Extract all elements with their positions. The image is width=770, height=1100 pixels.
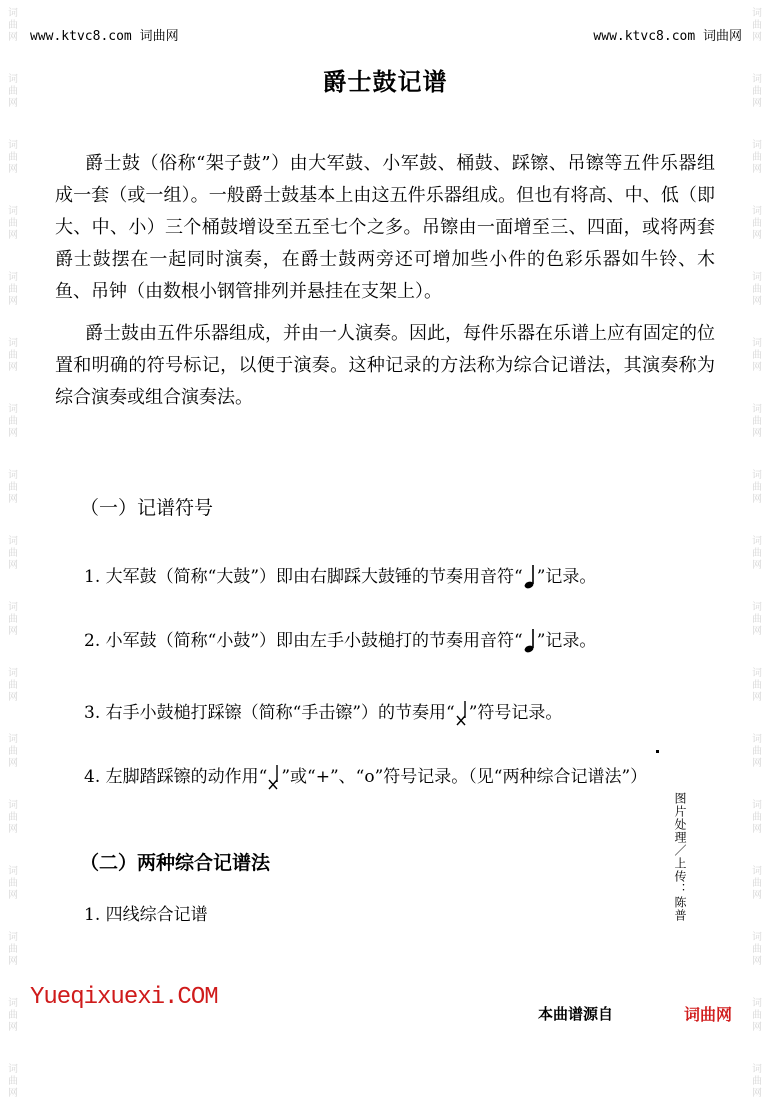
watermark-char: 网 [752, 362, 762, 373]
watermark-char: 词 [8, 800, 18, 811]
watermark-char: 曲 [8, 548, 18, 559]
watermark-char: 网 [752, 1022, 762, 1033]
watermark-group [752, 998, 762, 1034]
watermark-char: 曲 [752, 944, 762, 955]
watermark-char: 网 [8, 1088, 18, 1099]
watermark-group [8, 206, 18, 242]
watermark-char: 网 [752, 296, 762, 307]
watermark-char: 曲 [752, 284, 762, 295]
watermark-char: 曲 [752, 482, 762, 493]
watermark-char: 曲 [752, 152, 762, 163]
watermark-group [752, 602, 762, 638]
watermark-group [8, 800, 18, 836]
watermark-char: 曲 [752, 680, 762, 691]
watermark-group [8, 668, 18, 704]
item-text: 2. 小军鼓（简称“小鼓”）即由左手小鼓槌打的节奏用音符“ [84, 631, 523, 651]
watermark-char: 词 [8, 470, 18, 481]
upload-credit: 图片处理／上传：陈普 [673, 792, 687, 922]
watermark-char: 网 [8, 824, 18, 835]
watermark-group [752, 866, 762, 902]
watermark-char: 词 [752, 932, 762, 943]
notation-item-snare-drum [84, 626, 596, 656]
watermark-char: 词 [752, 668, 762, 679]
source-site-link[interactable]: 词曲网 [684, 1005, 733, 1024]
watermark-char: 词 [752, 734, 762, 745]
watermark-char: 曲 [752, 218, 762, 229]
watermark-char: 网 [752, 824, 762, 835]
watermark-group [752, 800, 762, 836]
watermark-char: 曲 [8, 416, 18, 427]
item-text-end: ”或“+”、“o”符号记录。（见“两种综合记谱法”） [281, 767, 648, 787]
watermark-char: 词 [752, 8, 762, 19]
x-note-stem-up-icon [267, 762, 281, 792]
watermark-char: 词 [8, 1064, 18, 1075]
item-text-end: ”符号记录。 [468, 703, 563, 723]
watermark-group [752, 272, 762, 308]
watermark-char: 词 [752, 404, 762, 415]
watermark-char: 词 [752, 470, 762, 481]
watermark-char: 网 [8, 494, 18, 505]
watermark-char: 曲 [752, 812, 762, 823]
watermark-group [8, 1064, 18, 1100]
watermark-char: 曲 [8, 614, 18, 625]
notation-item-bass-drum [84, 562, 596, 592]
watermark-char: 词 [8, 206, 18, 217]
watermark-char: 网 [8, 758, 18, 769]
watermark-char: 词 [752, 74, 762, 85]
watermark-char: 网 [8, 32, 18, 43]
watermark-char: 词 [752, 536, 762, 547]
right-watermark-strip [744, 0, 770, 1099]
watermark-char: 曲 [8, 218, 18, 229]
four-line-notation-item: 1. 四线综合记谱 [84, 905, 208, 925]
watermark-char: 曲 [8, 944, 18, 955]
watermark-char: 网 [8, 1022, 18, 1033]
watermark-char: 词 [752, 1064, 762, 1075]
watermark-group [8, 404, 18, 440]
watermark-char: 网 [752, 98, 762, 109]
x-note-stem-up-icon [455, 698, 469, 728]
watermark-char: 曲 [752, 86, 762, 97]
source-label: 本曲谱源自 [538, 1005, 614, 1023]
watermark-char: 曲 [8, 1010, 18, 1021]
watermark-char: 曲 [752, 1010, 762, 1021]
intro-paragraph: 爵士鼓（俗称“架子鼓”）由大军鼓、小军鼓、桶鼓、踩镲、吊镲等五件乐器组成一套（或一组）。一般爵士鼓基本上由这五件乐器组成。但也有将高、中、低（即大、中、小）三个桶鼓增设至五至七个之多。吊镲由一面增至三、四面，或将两套爵士鼓摆在一起同时演奏，在爵士鼓两旁还可增加些小件的色彩乐器如牛铃、木鱼、吊钟（由数根小钢管排列并悬挂在支架上）。 [55, 153, 715, 302]
watermark-char: 词 [752, 866, 762, 877]
watermark-char: 网 [752, 758, 762, 769]
watermark-char: 网 [8, 98, 18, 109]
watermark-char: 词 [8, 536, 18, 547]
watermark-char: 词 [8, 932, 18, 943]
page-title: 爵士鼓记谱 [322, 68, 448, 96]
watermark-group [8, 734, 18, 770]
watermark-group [752, 8, 762, 44]
header-url-left[interactable]: www.ktvc8.com 词曲网 [30, 29, 179, 44]
item-text: 1. 大军鼓（简称“大鼓”）即由右脚踩大鼓锤的节奏用音符“ [84, 567, 523, 587]
watermark-group [8, 272, 18, 308]
watermark-char: 网 [752, 32, 762, 43]
watermark-char: 曲 [8, 284, 18, 295]
watermark-group [8, 932, 18, 968]
watermark-char: 网 [8, 560, 18, 571]
watermark-char: 曲 [752, 350, 762, 361]
watermark-char: 曲 [8, 1076, 18, 1087]
watermark-char: 曲 [752, 548, 762, 559]
scan-dot [656, 750, 659, 753]
watermark-char: 网 [8, 362, 18, 373]
watermark-char: 网 [8, 164, 18, 175]
watermark-char: 曲 [8, 680, 18, 691]
watermark-char: 网 [752, 890, 762, 901]
watermark-char: 网 [8, 692, 18, 703]
watermark-char: 曲 [752, 614, 762, 625]
watermark-char: 词 [752, 800, 762, 811]
watermark-group [752, 734, 762, 770]
watermark-group [752, 932, 762, 968]
watermark-group [752, 470, 762, 506]
watermark-group [752, 140, 762, 176]
item-text-end: ”记录。 [536, 567, 597, 587]
watermark-group [752, 338, 762, 374]
watermark-group [8, 140, 18, 176]
section-notation-symbols-heading: （一）记谱符号 [80, 497, 214, 519]
watermark-char: 词 [752, 338, 762, 349]
watermark-group [752, 536, 762, 572]
watermark-group [8, 998, 18, 1034]
watermark-char: 词 [752, 272, 762, 283]
watermark-char: 曲 [8, 482, 18, 493]
watermark-group [8, 470, 18, 506]
watermark-char: 网 [752, 230, 762, 241]
watermark-char: 网 [8, 626, 18, 637]
item-text-end: ”记录。 [536, 631, 597, 651]
watermark-char: 网 [8, 296, 18, 307]
watermark-char: 词 [8, 404, 18, 415]
watermark-group [752, 668, 762, 704]
watermark-char: 曲 [752, 1076, 762, 1087]
watermark-group [752, 404, 762, 440]
note-stem-up-icon [523, 626, 537, 656]
watermark-char: 词 [752, 140, 762, 151]
watermark-char: 网 [8, 890, 18, 901]
item-text: 3. 右手小鼓槌打踩镲（简称“手击镲”）的节奏用“ [84, 703, 455, 723]
watermark-char: 词 [8, 998, 18, 1009]
watermark-char: 词 [8, 272, 18, 283]
watermark-char: 网 [752, 560, 762, 571]
section-combined-notation-heading: （二）两种综合记谱法 [80, 852, 271, 874]
watermark-group [8, 338, 18, 374]
note-stem-up-icon [523, 562, 537, 592]
watermark-char: 曲 [752, 878, 762, 889]
watermark-char: 词 [8, 338, 18, 349]
watermark-char: 曲 [8, 746, 18, 757]
watermark-char: 网 [752, 428, 762, 439]
watermark-char: 曲 [752, 746, 762, 757]
watermark-group [752, 206, 762, 242]
watermark-char: 曲 [8, 152, 18, 163]
watermark-char: 曲 [752, 416, 762, 427]
watermark-char: 网 [752, 692, 762, 703]
watermark-char: 网 [752, 956, 762, 967]
watermark-char: 网 [8, 956, 18, 967]
watermark-char: 词 [8, 734, 18, 745]
watermark-char: 曲 [8, 878, 18, 889]
watermark-char: 网 [8, 230, 18, 241]
watermark-char: 词 [8, 74, 18, 85]
watermark-char: 词 [8, 668, 18, 679]
watermark-char: 曲 [8, 350, 18, 361]
watermark-char: 网 [752, 494, 762, 505]
left-watermark-strip [0, 0, 26, 1099]
watermark-char: 曲 [8, 86, 18, 97]
watermark-char: 网 [752, 626, 762, 637]
watermark-group [8, 866, 18, 902]
watermark-char: 词 [8, 602, 18, 613]
watermark-char: 词 [752, 206, 762, 217]
watermark-group [8, 602, 18, 638]
watermark-char: 词 [8, 8, 18, 19]
notation-paragraph: 爵士鼓由五件乐器组成，并由一人演奏。因此，每件乐器在乐谱上应有固定的位置和明确的符号标记，以便于演奏。这种记录的方法称为综合记谱法，其演奏称为综合演奏或组合演奏法。 [55, 323, 715, 408]
watermark-char: 网 [752, 164, 762, 175]
watermark-char: 词 [752, 602, 762, 613]
watermark-char: 网 [8, 428, 18, 439]
header-url-right[interactable]: www.ktvc8.com 词曲网 [593, 29, 742, 44]
watermark-char: 词 [752, 998, 762, 1009]
watermark-char: 词 [8, 866, 18, 877]
watermark-char: 曲 [8, 20, 18, 31]
watermark-char: 曲 [752, 20, 762, 31]
notation-item-foot-hihat [84, 762, 647, 792]
yueqixuexi-logo[interactable]: Yueqixuexi.COM [30, 984, 218, 1011]
watermark-char: 词 [8, 140, 18, 151]
notation-item-hand-hihat [84, 698, 562, 728]
watermark-char: 网 [752, 1088, 762, 1099]
watermark-char: 曲 [8, 812, 18, 823]
watermark-group [8, 536, 18, 572]
watermark-group [8, 8, 18, 44]
item-text: 4. 左脚踏踩镲的动作用“ [84, 767, 268, 787]
watermark-group [752, 1064, 762, 1100]
